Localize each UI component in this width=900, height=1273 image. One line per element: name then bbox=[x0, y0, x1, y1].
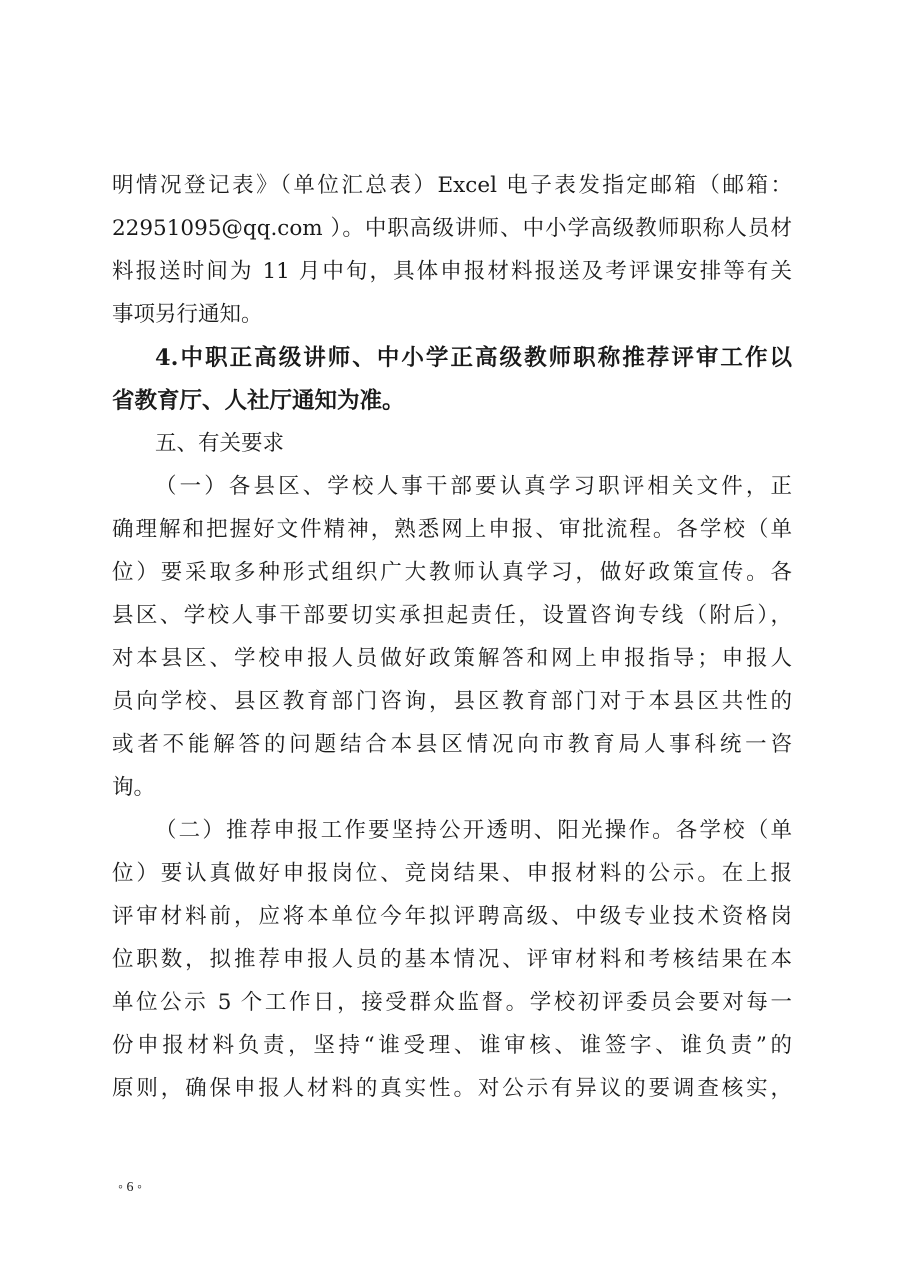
paragraph-4-line-6: 份申报材料负责，坚持“谁受理、谁审核、谁签字、谁负责”的 bbox=[112, 1033, 792, 1058]
paragraph-1-line-4: 事项另行通知。 bbox=[112, 302, 263, 327]
paragraph-2-line-2: 省教育厅、人社厅通知为准。 bbox=[112, 388, 405, 414]
paragraph-4-line-2: 位）要认真做好申报岗位、竞岗结果、申报材料的公示。在上报 bbox=[112, 861, 792, 886]
paragraph-3-line-3: 位）要采取多种形式组织广大教师认真学习，做好政策宣传。各 bbox=[112, 560, 792, 585]
paragraph-1-line-3: 料报送时间为 11 月中旬，具体申报材料报送及考评课安排等有关 bbox=[112, 259, 792, 284]
paragraph-4-line-7: 原则，确保申报人材料的真实性。对公示有异议的要调查核实， bbox=[112, 1076, 792, 1101]
paragraph-3-line-1: （一）各县区、学校人事干部要认真学习职评相关文件，正 bbox=[155, 474, 792, 499]
paragraph-1-line-2: 22951095@qq.com ）。中职高级讲师、中小学高级教师职称人员材 bbox=[112, 216, 792, 241]
paragraph-3-line-8: 询。 bbox=[112, 775, 156, 800]
paragraph-3-line-2: 确理解和把握好文件精神，熟悉网上申报、审批流程。各学校（单 bbox=[112, 517, 792, 542]
paragraph-2-line-1: 4.中职正高级讲师、中小学正高级教师职称推荐评审工作以 bbox=[155, 345, 792, 371]
paragraph-3-line-5: 对本县区、学校申报人员做好政策解答和网上申报指导；申报人 bbox=[112, 646, 792, 671]
paragraph-4-line-3: 评审材料前，应将本单位今年拟评聘高级、中级专业技术资格岗 bbox=[112, 904, 792, 929]
paragraph-4-line-1: （二）推荐申报工作要坚持公开透明、阳光操作。各学校（单 bbox=[155, 818, 792, 843]
section-heading: 五、有关要求 bbox=[155, 431, 285, 456]
paragraph-3-line-6: 员向学校、县区教育部门咨询，县区教育部门对于本县区共性的 bbox=[112, 689, 792, 714]
paragraph-4-line-5: 单位公示 5 个工作日，接受群众监督。学校初评委员会要对每一 bbox=[112, 990, 792, 1015]
paragraph-3-line-7: 或者不能解答的问题结合本县区情况向市教育局人事科统一咨 bbox=[112, 732, 792, 757]
paragraph-1-line-1: 明情况登记表》（单位汇总表）Excel 电子表发指定邮箱（邮箱： bbox=[112, 173, 792, 198]
paragraph-4-line-4: 位职数，拟推荐申报人员的基本情况、评审材料和考核结果在本 bbox=[112, 947, 792, 972]
page-number: ◦ 6 ◦ bbox=[118, 1180, 142, 1195]
paragraph-3-line-4: 县区、学校人事干部要切实承担起责任，设置咨询专线（附后）， bbox=[112, 603, 792, 628]
